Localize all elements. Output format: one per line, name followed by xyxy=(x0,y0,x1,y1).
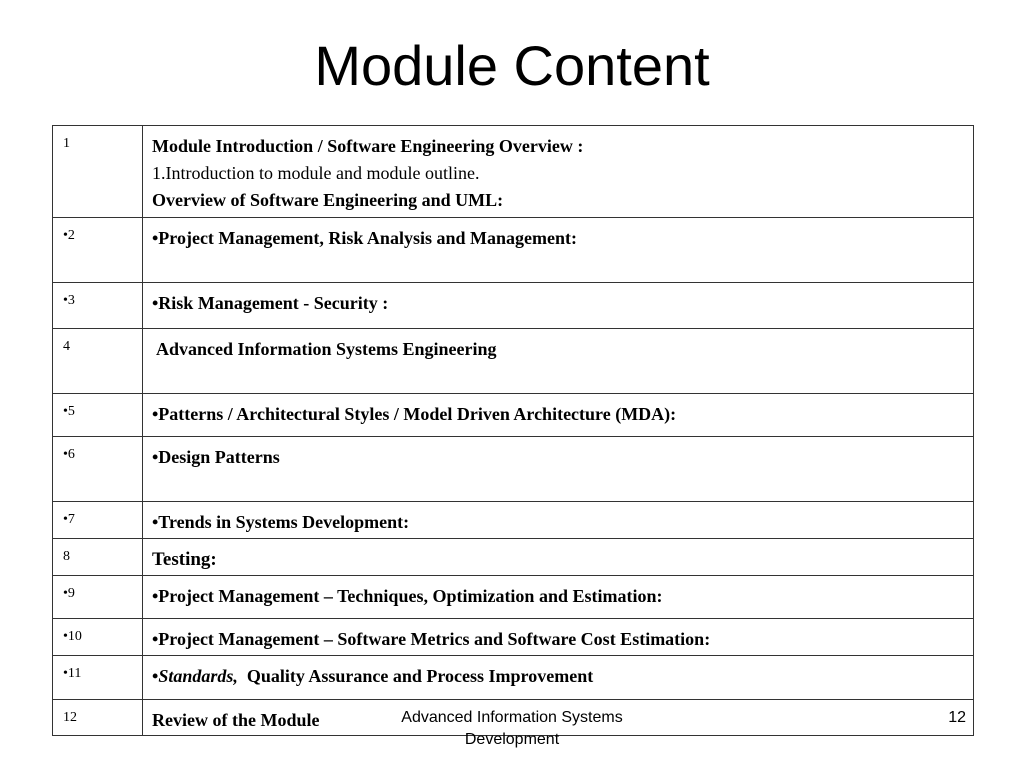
quality-text: Quality Assurance and Process Improvement xyxy=(246,666,594,686)
row-number: •9 xyxy=(53,576,143,619)
row-text-line: •Project Management, Risk Analysis and Management: xyxy=(152,228,577,248)
row-description xyxy=(143,283,974,329)
row-description xyxy=(143,502,974,539)
row-number: 8 xyxy=(53,539,143,576)
row-text-line: •Patterns / Architectural Styles / Model Driven Architecture (MDA): xyxy=(152,404,677,424)
row-description xyxy=(143,539,974,576)
row-number: •6 xyxy=(53,437,143,502)
page-number: 12 xyxy=(948,709,966,726)
table-row xyxy=(53,437,974,502)
row-text-line: Testing: xyxy=(152,549,217,570)
row-number: •3 xyxy=(53,283,143,329)
row-text-line: Review of the Module xyxy=(152,710,320,730)
row-description xyxy=(143,329,974,394)
row-text-line: Overview of Software Engineering and UML: xyxy=(152,190,504,210)
row-number: 12 xyxy=(53,700,143,736)
row-text-line: •Project Management – Software Metrics and Software Cost Estimation: xyxy=(152,629,711,649)
row-description xyxy=(143,576,974,619)
table-row xyxy=(53,126,974,218)
row-number: •7 xyxy=(53,502,143,539)
table-row xyxy=(53,619,974,656)
row-description xyxy=(143,126,974,218)
row-text-line: •Trends in Systems Development: xyxy=(152,512,410,532)
row-number: •10 xyxy=(53,619,143,656)
row-number: •5 xyxy=(53,394,143,437)
bullet-mark: • xyxy=(152,666,159,686)
table-row xyxy=(53,656,974,700)
table-row xyxy=(53,576,974,619)
row-description xyxy=(143,619,974,656)
module-content-table xyxy=(52,125,974,736)
slide-title: Module Content xyxy=(314,34,710,97)
table-row xyxy=(53,218,974,283)
row-description xyxy=(143,656,974,700)
row-number: 1 xyxy=(53,126,143,218)
row-text-line: •Risk Management - Security : xyxy=(152,293,389,313)
row-text-line: 1.Introduction to module and module outline. xyxy=(152,163,480,183)
row-text-line: Advanced Information Systems Engineering xyxy=(156,339,497,359)
table-row xyxy=(53,502,974,539)
table-row xyxy=(53,394,974,437)
row-description xyxy=(143,218,974,283)
standards-text: Standards, xyxy=(158,666,238,686)
row-description xyxy=(143,437,974,502)
row-text-line: Module Introduction / Software Engineering Overview : xyxy=(152,136,584,156)
table-row xyxy=(53,283,974,329)
table-row xyxy=(53,539,974,576)
row-number: 4 xyxy=(53,329,143,394)
row-text-line: •Project Management – Techniques, Optimization and Estimation: xyxy=(152,586,663,606)
row-number: •11 xyxy=(53,656,143,700)
row-description xyxy=(143,394,974,437)
row-text-line: •Design Patterns xyxy=(152,447,280,467)
row-text-line xyxy=(152,663,973,690)
table-row xyxy=(53,329,974,394)
footer-text: Advanced Information Systems Development xyxy=(401,709,623,748)
row-number: •2 xyxy=(53,218,143,283)
